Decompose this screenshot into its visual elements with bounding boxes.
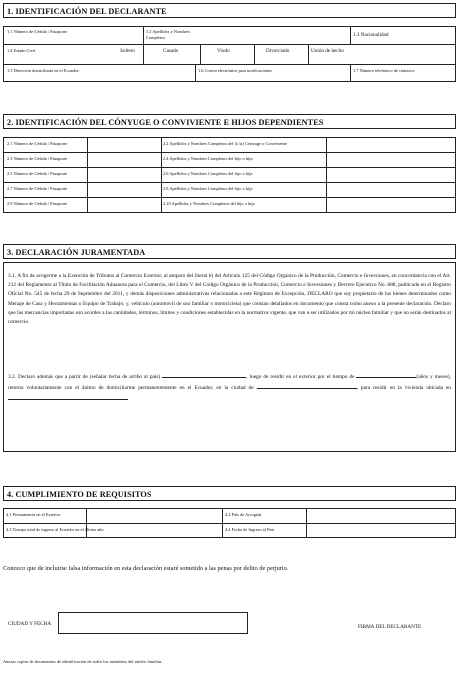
- s2-row2-left: 2.3 Número de Cédula / Pasaporte: [7, 156, 68, 161]
- anexar-note: Anexar copias de documentos de identificación de todos los miembros del núcleo familiar.: [3, 659, 163, 664]
- nacionalidad-label: 1.3 Nacionalidad: [353, 32, 389, 38]
- p2-text-e: , para residir en la vivienda ubicada en: [356, 385, 451, 392]
- vivienda-blank[interactable]: [8, 393, 128, 400]
- ciudad-fecha-field[interactable]: [58, 612, 248, 634]
- telefono-label: 1.7 Número telefónico de contacto:: [353, 68, 416, 73]
- s2-row4-left: 2.7 Número de Cédula / Pasaporte: [7, 186, 68, 191]
- soltero-option[interactable]: Soltero: [120, 48, 135, 54]
- section2-title: 2. IDENTIFICACIÓN DEL CÓNYUGE O CONVIVIENTE E HIJOS DEPENDIENTES: [3, 114, 456, 129]
- s2-row3-left: 2.5 Número de Cédula / Pasaporte: [7, 171, 68, 176]
- tiempo-label: 4.3 Tiempo total de ingreso al Ecuador en el último año: [6, 527, 104, 532]
- divorciado-option[interactable]: Divorciado: [266, 48, 290, 54]
- s2-row2-right: 2.4 Apellidos y Nombres Completos del hijo o hija: [163, 156, 253, 161]
- s2-row1-right: 2.2 Apellidos y Nombres Completos del (o la) Cónyuge o Conviviente: [163, 141, 287, 146]
- union-option[interactable]: Unión de hecho: [311, 48, 344, 54]
- p2-text-a: 3.2. Declaro además que a partir de (señalar fecha de arribo al país): [8, 374, 161, 380]
- firma-label: FIRMA DEL DECLARANTE: [358, 624, 422, 630]
- correo-label: 1.6 Correo electrónico para notificaciones: [198, 68, 272, 73]
- section4-title: 4. CUMPLIMIENTO DE REQUISITOS: [3, 486, 456, 501]
- declaration-paragraph-1: 3.1. A fin de acogerme a la Exención de Tributos al Comercio Exterior, al amparo del literal b) del Artículo 125 del Código Orgánico de la Producción, Comercio e Inversiones, en concordancia con el Art. 212 del Reglamento al Título de Facilitación Aduanera para el Comercio, del Libro V del Código Orgánico de la Producción, Comercio e Inversiones y Decreto Ejecutivo No. 888, publicado en el Registro Oficial No. 545 de fecha 29 de Septiembre del 2011, y demás disposiciones administrativas relacionadas a este Régimen de Excepción, DECLARO que soy propietario de los bienes determinados como Menaje de Casa y Herramientas o Equipo de Trabajo; y, vehículo (automóvil de uso familiar o motocicleta) que constan detallados en documento que consta como anexo a la presente declaración. Declaro que las mercancías importadas son acordes a las cantidades, términos, límites y condiciones establecidas en la normativa vigente, que van a ser utilizados por mi núcleo familiar y que no serán destinados al comercio.: [8, 273, 451, 326]
- s2-row4-right: 2.8 Apellidos y Nombres Completos del hijo o hija: [163, 186, 253, 191]
- perjurio-statement: Conozco que de incluirse falsa información en esta declaración estaré sometido a las penas por delito de perjurio.: [3, 565, 289, 572]
- apellidos-label-1: 1.2 Apellidos y Nombres: [146, 29, 190, 34]
- s2-row1-left: 2.1 Número de Cédula / Pasaporte: [7, 141, 68, 146]
- direccion-label: 1.5 Dirección domiciliaria en el Ecuador:: [7, 68, 80, 73]
- estado-civil-label: 1.4 Estado Civil: [7, 48, 36, 53]
- ciudad-blank[interactable]: [257, 382, 357, 389]
- declaration-paragraph-2: [8, 371, 451, 405]
- apellidos-label-2: Completos: [146, 35, 166, 40]
- p2-text-c: (años: [416, 374, 429, 380]
- cedula-label: 1.1 Número de Cédula / Pasaporte: [7, 29, 68, 34]
- ciudad-fecha-label: CIUDAD Y FECHA: [8, 621, 52, 627]
- s2-row3-right: 2.6 Apellidos y Nombres Completos del hijo o hija: [163, 171, 253, 176]
- p2-text-b: , luego de residir en el exterior por el tiempo de: [246, 374, 355, 380]
- pais-label: 4.2 País de Arcogida: [225, 512, 262, 517]
- viudo-option[interactable]: Viudo: [217, 48, 230, 54]
- p2-text-d: y meses), retorno voluntariamente con el ánimo de domiciliarme permanentemente en el Ecuador, en la ciudad de: [8, 374, 451, 392]
- tiempo-blank[interactable]: [356, 371, 416, 378]
- fecha-arribo-blank[interactable]: [162, 371, 246, 378]
- section1-title: 1. IDENTIFICACIÓN DEL DECLARANTE: [3, 3, 456, 18]
- fecha-ingreso-label: 4.4 Fecha de Ingreso al País: [225, 527, 275, 532]
- casado-option[interactable]: Casado: [163, 48, 179, 54]
- permanencia-label: 4.1 Permanencia en el Exterior: [6, 512, 61, 517]
- s2-row5-left: 2.9 Número de Cédula / Pasaporte: [7, 201, 68, 206]
- s2-row5-right: 2.10 Apellidos y Nombres Completos del hijo o hija: [163, 201, 255, 206]
- section3-title: 3. DECLARACIÓN JURAMENTADA: [3, 244, 456, 259]
